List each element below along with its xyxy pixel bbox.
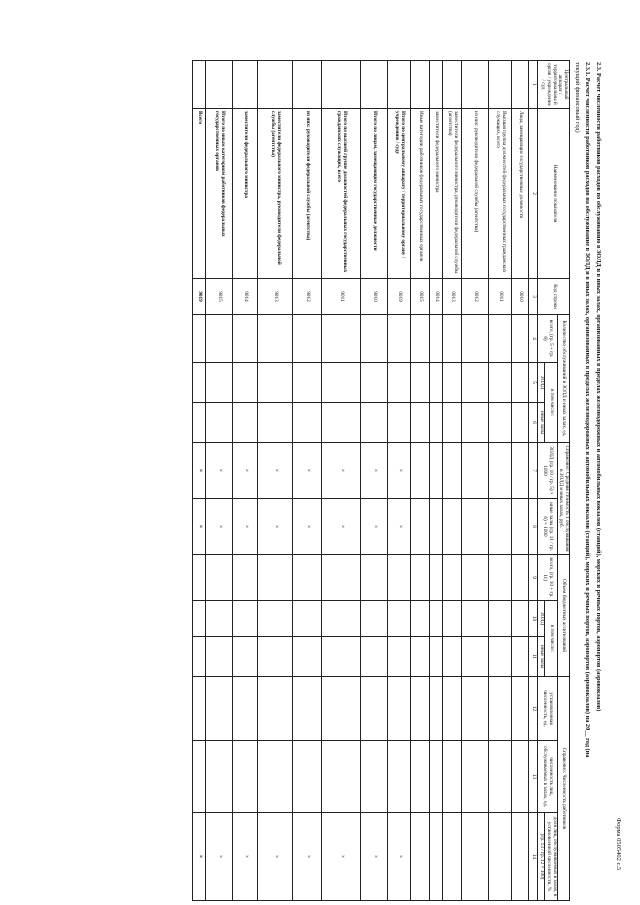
- indicator-name: заместители федерального министра: [430, 109, 443, 279]
- empty-cell: [411, 363, 430, 403]
- empty-cell: [193, 315, 206, 363]
- indicator-name: Итого по высшей группе должностей федеральных государственных гражданских служащих, всего: [322, 109, 361, 279]
- table-body: [193, 61, 529, 901]
- table-row: [193, 61, 206, 901]
- empty-cell: [512, 403, 529, 443]
- table-row: [233, 61, 258, 901]
- x-mark: ×: [293, 813, 322, 901]
- empty-cell: [443, 813, 462, 901]
- empty-cell: [430, 677, 443, 741]
- column-number: 14: [529, 813, 538, 901]
- empty-cell: [489, 315, 512, 363]
- empty-cell: [258, 677, 293, 741]
- empty-cell: [233, 555, 258, 601]
- header-col1: Центральный аппарат / территориальны й орган / учреждение / суд: [538, 61, 570, 109]
- empty-cell: [388, 601, 411, 637]
- empty-cell: [361, 363, 388, 403]
- subsection-title: 2.3.1. Расчет численности работников расходов на обслуживание в ЗОЛД и в иных залах, организованных в пределах железнодорожных и автомобильных вокзалов (станций), морских и речных портов, аэропортов (аэровокзалов) на 20__ год (на: [584, 62, 591, 758]
- row-code: 0013: [443, 279, 462, 315]
- empty-cell: [206, 403, 233, 443]
- empty-cell: [411, 555, 430, 601]
- empty-cell: [206, 677, 233, 741]
- x-mark: ×: [293, 443, 322, 499]
- empty-cell: [293, 555, 322, 601]
- empty-cell: [462, 499, 489, 555]
- empty-cell: [411, 601, 430, 637]
- empty-cell: [462, 403, 489, 443]
- empty-cell: [430, 315, 443, 363]
- empty-cell: [512, 555, 529, 601]
- empty-cell: [361, 555, 388, 601]
- empty-cell: [258, 741, 293, 813]
- empty-cell: [489, 61, 512, 109]
- row-code: 9010: [361, 279, 388, 315]
- table-row: [361, 61, 388, 901]
- column-number: 8: [529, 499, 538, 555]
- x-mark: ×: [258, 499, 293, 555]
- empty-cell: [193, 363, 206, 403]
- header-vol-other: иные залы: [538, 637, 545, 677]
- indicator-name: Иные категории работников федеральных государственных органов: [411, 109, 430, 279]
- indicator-name: Итого по лицам, замещающим государственные должности: [361, 109, 388, 279]
- empty-cell: [430, 741, 443, 813]
- x-mark: ×: [361, 813, 388, 901]
- empty-cell: [443, 315, 462, 363]
- empty-cell: [233, 315, 258, 363]
- header-vol-total: всего, (гр. 10 + гр. 11): [538, 555, 557, 601]
- empty-cell: [293, 601, 322, 637]
- indicator-name: заместители федерального министра, руководители федеральной службы (агентства): [258, 109, 293, 279]
- empty-cell: [430, 403, 443, 443]
- row-code: 9015: [206, 279, 233, 315]
- empty-cell: [388, 637, 411, 677]
- empty-cell: [512, 499, 529, 555]
- table-row: [206, 61, 233, 901]
- x-mark: ×: [193, 499, 206, 555]
- x-mark: ×: [193, 443, 206, 499]
- empty-cell: [322, 637, 361, 677]
- empty-cell: [233, 741, 258, 813]
- empty-cell: [388, 555, 411, 601]
- indicator-name: Высшая группа должностей федеральных государственных гражданских служащих, всего: [489, 109, 512, 279]
- row-code: 0012: [462, 279, 489, 315]
- row-code: 9011: [322, 279, 361, 315]
- row-code: 9019: [193, 279, 206, 315]
- empty-cell: [293, 677, 322, 741]
- header-col3: Код строки: [538, 279, 570, 315]
- row-code: 9012: [293, 279, 322, 315]
- empty-cell: [430, 813, 443, 901]
- empty-cell: [193, 677, 206, 741]
- empty-cell: [443, 61, 462, 109]
- row-code: 0011: [489, 279, 512, 315]
- column-number: 7: [529, 443, 538, 499]
- empty-cell: [233, 637, 258, 677]
- empty-cell: [388, 61, 411, 109]
- empty-cell: [233, 677, 258, 741]
- empty-cell: [361, 637, 388, 677]
- empty-cell: [443, 403, 462, 443]
- empty-cell: [489, 555, 512, 601]
- empty-cell: [462, 443, 489, 499]
- x-mark: ×: [233, 499, 258, 555]
- empty-cell: [489, 741, 512, 813]
- empty-cell: [206, 363, 233, 403]
- empty-cell: [512, 443, 529, 499]
- empty-cell: [512, 363, 529, 403]
- empty-cell: [430, 637, 443, 677]
- empty-cell: [512, 677, 529, 741]
- empty-cell: [512, 637, 529, 677]
- column-number: 10: [529, 601, 538, 637]
- row-code: 9013: [258, 279, 293, 315]
- empty-cell: [322, 555, 361, 601]
- empty-cell: [489, 499, 512, 555]
- indicator-name: заместители федерального министра, руководители федеральной службы (агентства): [443, 109, 462, 279]
- empty-cell: [388, 741, 411, 813]
- empty-cell: [293, 741, 322, 813]
- empty-cell: [411, 677, 430, 741]
- table-row: [293, 61, 322, 901]
- empty-cell: [443, 555, 462, 601]
- x-mark: ×: [193, 813, 206, 901]
- empty-cell: [462, 741, 489, 813]
- header-count-zold: ЗОЛД: [538, 363, 545, 403]
- x-mark: ×: [361, 443, 388, 499]
- calculation-table: [192, 60, 570, 901]
- x-mark: ×: [293, 499, 322, 555]
- column-number: 5: [529, 363, 538, 403]
- empty-cell: [462, 315, 489, 363]
- empty-cell: [462, 61, 489, 109]
- empty-cell: [193, 61, 206, 109]
- empty-cell: [411, 443, 430, 499]
- empty-cell: [430, 555, 443, 601]
- row-code: 0014: [430, 279, 443, 315]
- empty-cell: [430, 499, 443, 555]
- empty-cell: [293, 403, 322, 443]
- empty-cell: [512, 601, 529, 637]
- empty-cell: [512, 315, 529, 363]
- table-row: [443, 61, 462, 901]
- column-number: 12: [529, 677, 538, 741]
- empty-cell: [206, 741, 233, 813]
- empty-cell: [233, 61, 258, 109]
- header-col2: Наименование показателя: [538, 109, 570, 279]
- row-code: 0019: [388, 279, 411, 315]
- empty-cell: [430, 443, 443, 499]
- x-mark: ×: [322, 813, 361, 901]
- empty-cell: [206, 555, 233, 601]
- empty-cell: [193, 403, 206, 443]
- empty-cell: [258, 637, 293, 677]
- x-mark: ×: [206, 443, 233, 499]
- empty-cell: [258, 363, 293, 403]
- empty-cell: [489, 637, 512, 677]
- period-title: текущий финансовый год): [574, 62, 581, 133]
- header-count-other: иные залы: [538, 403, 545, 443]
- empty-cell: [361, 403, 388, 443]
- indicator-name: Итого по центральному аппарату / территориальному органу / учреждению / суду: [388, 109, 411, 279]
- column-number-row: [529, 61, 538, 901]
- empty-cell: [489, 813, 512, 901]
- column-number: 3: [529, 279, 538, 315]
- x-mark: ×: [233, 443, 258, 499]
- header-count-group: Количество обслуживаний в ЗОЛД и иных залах, ед.: [557, 315, 569, 443]
- empty-cell: [512, 741, 529, 813]
- x-mark: ×: [233, 813, 258, 901]
- section-title: 2.3. Расчет численности работников расходов по обслуживанию в ЗОЛД и в иных залах, организованных в пределах железнодорожных и автомобильных вокзалов (станций), морских и речных портов, аэропортов (аэровокзалов): [595, 62, 602, 712]
- empty-cell: [193, 555, 206, 601]
- header-cost-zold: ЗОЛД (гр. 10 / гр. 5) × 1000: [538, 443, 557, 499]
- empty-cell: [462, 363, 489, 403]
- empty-cell: [322, 363, 361, 403]
- table-row: [388, 61, 411, 901]
- empty-cell: [443, 601, 462, 637]
- header-cost-group: Справочно: Средняя стоимость 1 обслуживания в ЗОЛД и иных залах, руб.: [557, 443, 569, 555]
- empty-cell: [443, 741, 462, 813]
- header-vol-incl: в том числе:: [545, 601, 557, 677]
- column-number: 11: [529, 637, 538, 677]
- column-number: 1: [529, 61, 538, 109]
- header-volume-group: Объем бюджетных ассигнований: [557, 555, 569, 677]
- header-staff-served: численность лиц, обслуживаемых в залах, ед.: [538, 741, 557, 813]
- form-number: Форма 0505402 с.5: [615, 818, 622, 871]
- empty-cell: [388, 315, 411, 363]
- empty-cell: [293, 637, 322, 677]
- empty-cell: [512, 813, 529, 901]
- empty-cell: [193, 637, 206, 677]
- column-number: 13: [529, 741, 538, 813]
- header-count-incl: в том числе:: [545, 363, 557, 443]
- empty-cell: [258, 61, 293, 109]
- indicator-name: Итого по иным категориям работников федеральных государственных органов: [206, 109, 233, 279]
- empty-cell: [489, 363, 512, 403]
- empty-cell: [443, 443, 462, 499]
- indicator-name: Лица, замещающие государственные должности: [512, 109, 529, 279]
- empty-cell: [233, 601, 258, 637]
- table-row: [489, 61, 512, 901]
- row-code: 0010: [512, 279, 529, 315]
- header-staff-share-group: доля лиц, обслуживаемых в залах, в установленной численности, %: [545, 813, 557, 901]
- x-mark: ×: [388, 499, 411, 555]
- x-mark: ×: [258, 813, 293, 901]
- empty-cell: [206, 601, 233, 637]
- empty-cell: [411, 499, 430, 555]
- empty-cell: [430, 363, 443, 403]
- empty-cell: [258, 315, 293, 363]
- table-row: [258, 61, 293, 901]
- column-number: 6: [529, 403, 538, 443]
- empty-cell: [258, 403, 293, 443]
- empty-cell: [361, 61, 388, 109]
- indicator-name: заместители федерального министра: [233, 109, 258, 279]
- empty-cell: [411, 403, 430, 443]
- empty-cell: [233, 403, 258, 443]
- empty-cell: [512, 61, 529, 109]
- empty-cell: [430, 61, 443, 109]
- indicator-name: из них: руководители федеральной службы (агентства): [293, 109, 322, 279]
- empty-cell: [233, 363, 258, 403]
- header-staff-share: (гр. 13 / гр. 12 × 100): [538, 813, 545, 901]
- empty-cell: [489, 677, 512, 741]
- empty-cell: [489, 443, 512, 499]
- indicator-name: Всего: [193, 109, 206, 279]
- empty-cell: [193, 601, 206, 637]
- x-mark: ×: [206, 499, 233, 555]
- empty-cell: [361, 677, 388, 741]
- table-row: [512, 61, 529, 901]
- table-row: [411, 61, 430, 901]
- empty-cell: [361, 601, 388, 637]
- empty-cell: [411, 637, 430, 677]
- empty-cell: [293, 315, 322, 363]
- empty-cell: [388, 403, 411, 443]
- column-number: 2: [529, 109, 538, 279]
- row-code: 0015: [411, 279, 430, 315]
- header-count-total: всего, (гр. 5 + гр. 6): [538, 315, 557, 363]
- x-mark: ×: [258, 443, 293, 499]
- empty-cell: [258, 555, 293, 601]
- x-mark: ×: [361, 499, 388, 555]
- x-mark: ×: [388, 443, 411, 499]
- column-number: 9: [529, 555, 538, 601]
- empty-cell: [462, 677, 489, 741]
- x-mark: ×: [206, 813, 233, 901]
- header-cost-other: иные залы (гр. 11 / гр. 6) × 1000: [538, 499, 557, 555]
- empty-cell: [206, 61, 233, 109]
- empty-cell: [361, 315, 388, 363]
- empty-cell: [388, 677, 411, 741]
- empty-cell: [411, 61, 430, 109]
- empty-cell: [462, 637, 489, 677]
- empty-cell: [489, 601, 512, 637]
- table-row: [462, 61, 489, 901]
- empty-cell: [193, 741, 206, 813]
- empty-cell: [258, 601, 293, 637]
- table-row: [322, 61, 361, 901]
- empty-cell: [411, 741, 430, 813]
- header-vol-zold: ЗОЛД: [538, 601, 545, 637]
- empty-cell: [443, 677, 462, 741]
- empty-cell: [430, 601, 443, 637]
- x-mark: ×: [322, 499, 361, 555]
- empty-cell: [443, 363, 462, 403]
- empty-cell: [293, 61, 322, 109]
- x-mark: ×: [388, 813, 411, 901]
- empty-cell: [489, 403, 512, 443]
- empty-cell: [443, 499, 462, 555]
- empty-cell: [361, 741, 388, 813]
- empty-cell: [443, 637, 462, 677]
- empty-cell: [411, 813, 430, 901]
- empty-cell: [206, 637, 233, 677]
- column-number: 4: [529, 315, 538, 363]
- empty-cell: [462, 555, 489, 601]
- empty-cell: [322, 677, 361, 741]
- empty-cell: [411, 315, 430, 363]
- row-code: 9014: [233, 279, 258, 315]
- empty-cell: [322, 601, 361, 637]
- empty-cell: [322, 403, 361, 443]
- empty-cell: [462, 601, 489, 637]
- header-staff-est: установленная численность, ед.: [538, 677, 557, 741]
- header-staff-group: Справочно: Численность работников: [557, 677, 569, 901]
- indicator-name: из них: руководители федеральной службы (агентства): [462, 109, 489, 279]
- empty-cell: [322, 61, 361, 109]
- empty-cell: [293, 363, 322, 403]
- table-row: [430, 61, 443, 901]
- empty-cell: [206, 315, 233, 363]
- empty-cell: [388, 363, 411, 403]
- empty-cell: [462, 813, 489, 901]
- empty-cell: [322, 741, 361, 813]
- empty-cell: [322, 315, 361, 363]
- x-mark: ×: [322, 443, 361, 499]
